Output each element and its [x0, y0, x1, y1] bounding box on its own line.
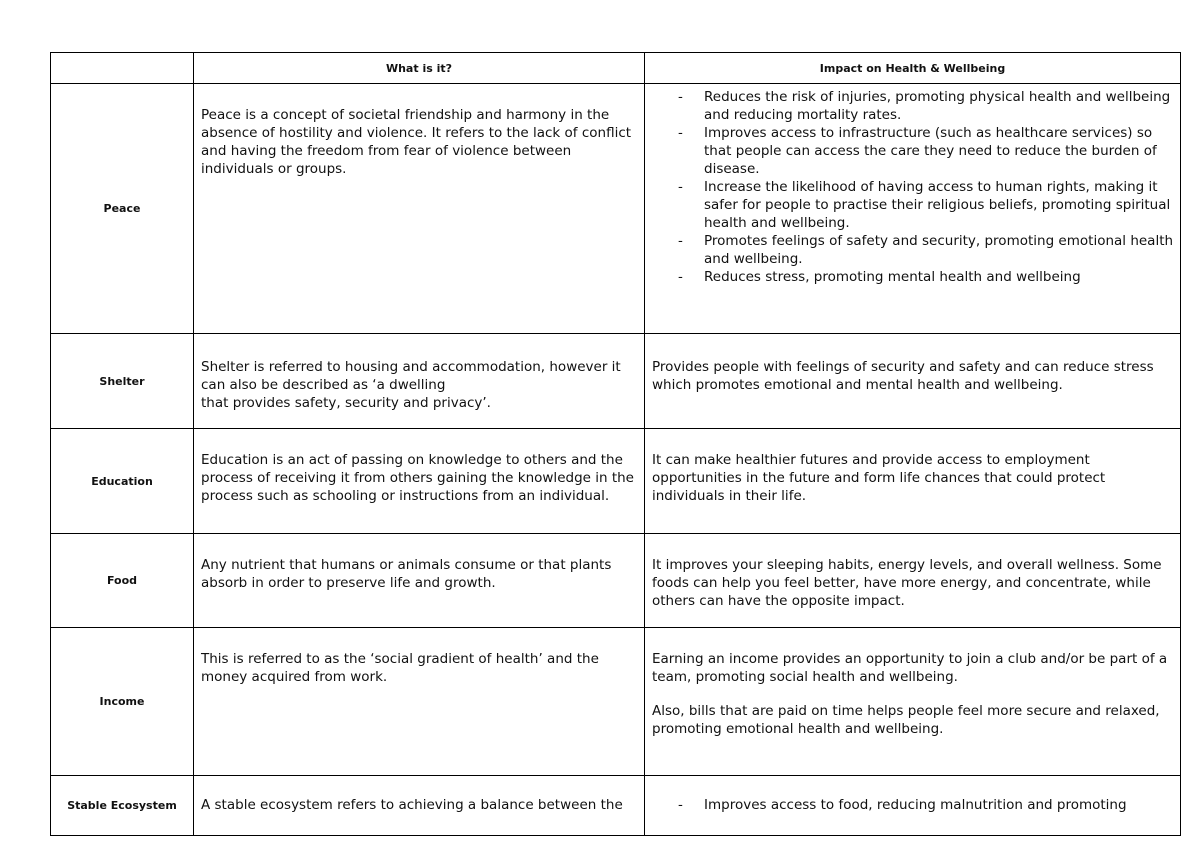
what-cell-income: [194, 628, 645, 776]
what-cell-peace: [194, 84, 645, 334]
what-text: Shelter is referred to housing and accommodation, however it can also be described as ‘a dwelling: [201, 359, 621, 393]
list-item: - Promotes feelings of safety and security, promoting emotional health and wellbeing.: [652, 232, 1174, 268]
header-blank: [51, 53, 194, 84]
row-label-shelter: Shelter: [51, 334, 194, 429]
impact-text: It can make healthier futures and provide access to employment opportunities in the future and form life chances that could protect individuals in their life.: [652, 452, 1106, 504]
what-cell-shelter: [194, 334, 645, 429]
what-cell-stable-ecosystem: [194, 776, 645, 836]
determinants-table: [50, 52, 1181, 836]
header-row: [51, 53, 1181, 84]
impact-text: It improves your sleeping habits, energy levels, and overall wellness. Some foods can help you feel better, have more energy, and concentrate, while others can have the opposite impact.: [652, 557, 1162, 609]
what-text: Any nutrient that humans or animals consume or that plants absorb in order to preserve life and growth.: [201, 557, 612, 591]
header-impact: Impact on Health & Wellbeing: [645, 53, 1181, 84]
list-item: - Improves access to food, reducing malnutrition and promoting: [652, 796, 1174, 814]
what-text: This is referred to as the ‘social gradient of health’ and the money acquired from work.: [201, 651, 599, 685]
impact-text: Earning an income provides an opportunity to join a club and/or be part of a team, promoting social health and wellbeing.: [652, 651, 1168, 685]
impact-text: Also, bills that are paid on time helps people feel more secure and relaxed, promoting emotional health and wellbeing.: [652, 703, 1160, 737]
impact-text: Provides people with feelings of security and safety and can reduce stress which promotes emotional and mental health and wellbeing.: [652, 359, 1154, 393]
list-item: - Improves access to infrastructure (such as healthcare services) so that people can access the care they need to reduce the burden of disease.: [652, 124, 1174, 178]
impact-cell-food: [645, 534, 1181, 628]
row-label-stable-ecosystem: Stable Ecosystem: [51, 776, 194, 836]
table-row: [51, 776, 1181, 836]
what-text: that provides safety, security and privacy’.: [201, 395, 491, 411]
what-text: Education is an act of passing on knowledge to others and the process of receiving it from others gaining the knowledge in the process such as schooling or instructions from an individual.: [201, 452, 634, 504]
impact-cell-income: [645, 628, 1181, 776]
table-row: [51, 334, 1181, 429]
row-label-peace: Peace: [51, 84, 194, 334]
what-text: Peace is a concept of societal friendship and harmony in the absence of hostility and violence. It refers to the lack of conflict and having the freedom from fear of violence between individuals or groups.: [201, 107, 632, 177]
impact-cell-stable-ecosystem: [645, 776, 1181, 836]
table-row: [51, 84, 1181, 334]
what-cell-education: [194, 429, 645, 534]
table-row: [51, 534, 1181, 628]
impact-cell-shelter: [645, 334, 1181, 429]
impact-list: [652, 88, 1174, 286]
table-row: [51, 429, 1181, 534]
header-what-is-it: What is it?: [194, 53, 645, 84]
impact-cell-peace: [645, 84, 1181, 334]
impact-list: [652, 796, 1174, 814]
impact-cell-education: [645, 429, 1181, 534]
row-label-food: Food: [51, 534, 194, 628]
what-cell-food: [194, 534, 645, 628]
row-label-income: Income: [51, 628, 194, 776]
list-item: - Reduces the risk of injuries, promoting physical health and wellbeing and reducing mortality rates.: [652, 88, 1174, 124]
list-item: - Increase the likelihood of having access to human rights, making it safer for people to practise their religious beliefs, promoting spiritual health and wellbeing.: [652, 178, 1174, 232]
row-label-education: Education: [51, 429, 194, 534]
list-item: - Reduces stress, promoting mental health and wellbeing: [652, 268, 1174, 286]
table-row: [51, 628, 1181, 776]
what-text: A stable ecosystem refers to achieving a balance between the: [201, 797, 623, 813]
